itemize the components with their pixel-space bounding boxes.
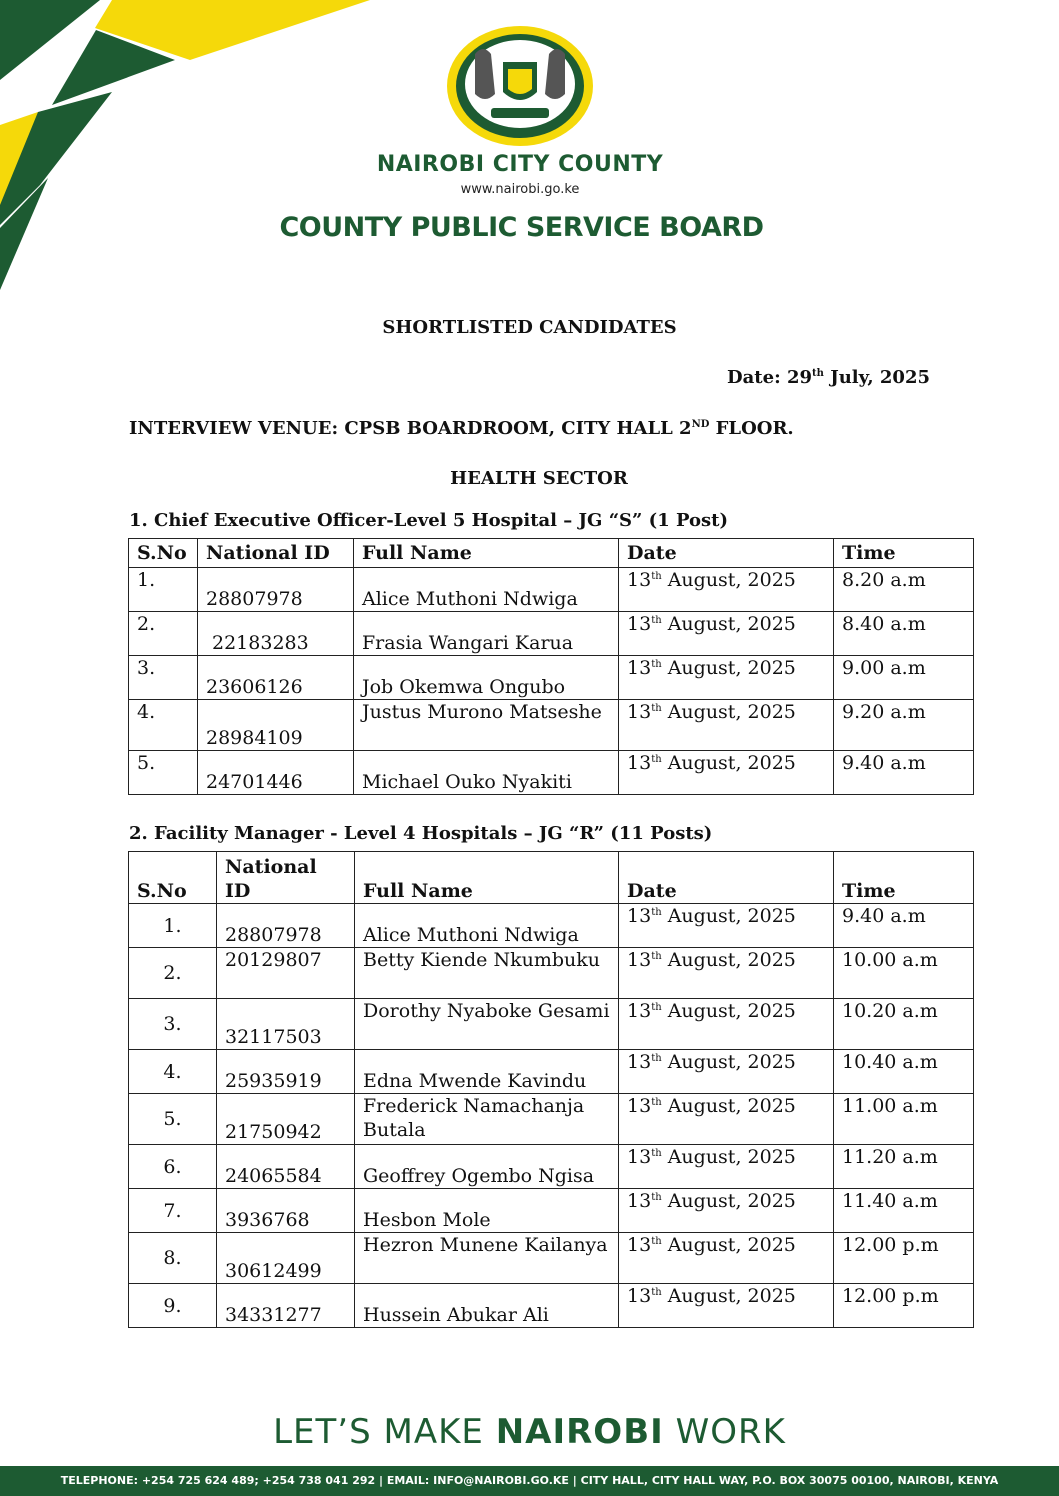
interview-date: 13th August, 2025 [619, 904, 834, 948]
column-header: Full Name [354, 539, 619, 568]
table-row [129, 568, 974, 612]
interview-time: 12.00 p.m [834, 1233, 974, 1284]
sector-title: HEALTH SECTOR [450, 468, 628, 489]
org-website: www.nairobi.go.ke [460, 182, 580, 197]
national-id: 21750942 [217, 1094, 355, 1145]
national-id: 32117503 [217, 999, 355, 1050]
full-name: Hussein Abukar Ali [355, 1284, 619, 1328]
column-header: Full Name [355, 852, 619, 904]
table-header-row [129, 539, 974, 568]
serial-number: 3. [129, 656, 198, 700]
interview-time: 8.40 a.m [834, 612, 974, 656]
national-id: 28807978 [217, 904, 355, 948]
full-name: Dorothy Nyaboke Gesami [355, 999, 619, 1050]
section-heading: 2. Facility Manager - Level 4 Hospitals – JG “R” (11 Posts) [129, 823, 713, 844]
interview-time: 11.00 a.m [834, 1094, 974, 1145]
interview-time: 10.40 a.m [834, 1050, 974, 1094]
national-id: 3936768 [217, 1189, 355, 1233]
table-row [129, 999, 974, 1050]
full-name: Hezron Munene Kailanya [355, 1233, 619, 1284]
national-id: 20129807 [217, 948, 355, 999]
table-row [129, 700, 974, 751]
serial-number: 7. [129, 1189, 217, 1233]
org-name: NAIROBI CITY COUNTY [376, 152, 664, 177]
serial-number: 9. [129, 1284, 217, 1328]
interview-date: 13th August, 2025 [619, 1145, 834, 1189]
candidates-table [128, 851, 974, 1328]
interview-date: 13th August, 2025 [619, 1050, 834, 1094]
corner-decoration [0, 0, 380, 300]
national-id: 28807978 [198, 568, 354, 612]
serial-number: 4. [129, 1050, 217, 1094]
full-name: Frederick Namachanja Butala [355, 1094, 619, 1145]
serial-number: 1. [129, 568, 198, 612]
national-id: 28984109 [198, 700, 354, 751]
section-heading: 1. Chief Executive Officer-Level 5 Hospital – JG “S” (1 Post) [129, 510, 729, 531]
interview-time: 9.40 a.m [834, 751, 974, 795]
serial-number: 6. [129, 1145, 217, 1189]
serial-number: 5. [129, 751, 198, 795]
interview-date: 13th August, 2025 [619, 656, 834, 700]
footer-slogan: LET’S MAKE NAIROBI WORK [273, 1412, 786, 1452]
full-name: Michael Ouko Nyakiti [354, 751, 619, 795]
national-id: 34331277 [217, 1284, 355, 1328]
table-row [129, 1094, 974, 1145]
full-name: Justus Murono Matseshe [354, 700, 619, 751]
document-title: SHORTLISTED CANDIDATES [382, 317, 677, 338]
column-header: S.No [129, 852, 217, 904]
national-id: 24701446 [198, 751, 354, 795]
candidates-table [128, 538, 974, 795]
interview-time: 12.00 p.m [834, 1284, 974, 1328]
table-row [129, 751, 974, 795]
interview-time: 11.20 a.m [834, 1145, 974, 1189]
national-id: 23606126 [198, 656, 354, 700]
table-header-row [129, 852, 974, 904]
interview-date: 13th August, 2025 [619, 612, 834, 656]
column-header: National ID [198, 539, 354, 568]
interview-date: 13th August, 2025 [619, 568, 834, 612]
full-name: Edna Mwende Kavindu [355, 1050, 619, 1094]
column-header: Date [619, 852, 834, 904]
interview-time: 8.20 a.m [834, 568, 974, 612]
column-header: Time [834, 539, 974, 568]
table-row [129, 612, 974, 656]
table-row [129, 904, 974, 948]
column-header: Time [834, 852, 974, 904]
document-date: Date: 29th July, 2025 [727, 367, 930, 388]
serial-number: 2. [129, 612, 198, 656]
full-name: Hesbon Mole [355, 1189, 619, 1233]
table-row [129, 1145, 974, 1189]
national-id: 24065584 [217, 1145, 355, 1189]
full-name: Alice Muthoni Ndwiga [355, 904, 619, 948]
footer-contact-bar: TELEPHONE: +254 725 624 489; +254 738 041 292 | EMAIL: INFO@NAIROBI.GO.KE | CITY HALL, CITY HALL WAY, P.O. BOX 30075 00100, NAIROBI, KENYA [0, 1466, 1059, 1496]
table-row [129, 1189, 974, 1233]
national-id: 22183283 [198, 612, 354, 656]
interview-date: 13th August, 2025 [619, 751, 834, 795]
serial-number: 2. [129, 948, 217, 999]
interview-date: 13th August, 2025 [619, 999, 834, 1050]
column-header: S.No [129, 539, 198, 568]
serial-number: 5. [129, 1094, 217, 1145]
table-row [129, 656, 974, 700]
full-name: Job Okemwa Ongubo [354, 656, 619, 700]
interview-time: 11.40 a.m [834, 1189, 974, 1233]
national-id: 30612499 [217, 1233, 355, 1284]
board-name: COUNTY PUBLIC SERVICE BOARD [279, 212, 764, 243]
interview-date: 13th August, 2025 [619, 1094, 834, 1145]
table-row [129, 1050, 974, 1094]
table-row [129, 1233, 974, 1284]
column-header: Date [619, 539, 834, 568]
table-row [129, 948, 974, 999]
interview-venue: INTERVIEW VENUE: CPSB BOARDROOM, CITY HALL 2ND FLOOR. [129, 418, 794, 439]
interview-date: 13th August, 2025 [619, 1189, 834, 1233]
county-crest-logo [445, 24, 595, 149]
interview-date: 13th August, 2025 [619, 700, 834, 751]
interview-time: 9.20 a.m [834, 700, 974, 751]
full-name: Alice Muthoni Ndwiga [354, 568, 619, 612]
column-header: National ID [217, 852, 355, 904]
serial-number: 4. [129, 700, 198, 751]
serial-number: 8. [129, 1233, 217, 1284]
national-id: 25935919 [217, 1050, 355, 1094]
serial-number: 1. [129, 904, 217, 948]
interview-time: 9.40 a.m [834, 904, 974, 948]
interview-date: 13th August, 2025 [619, 1284, 834, 1328]
interview-time: 10.20 a.m [834, 999, 974, 1050]
table-row [129, 1284, 974, 1328]
serial-number: 3. [129, 999, 217, 1050]
interview-date: 13th August, 2025 [619, 948, 834, 999]
interview-time: 9.00 a.m [834, 656, 974, 700]
full-name: Betty Kiende Nkumbuku [355, 948, 619, 999]
full-name: Geoffrey Ogembo Ngisa [355, 1145, 619, 1189]
full-name: Frasia Wangari Karua [354, 612, 619, 656]
interview-time: 10.00 a.m [834, 948, 974, 999]
interview-date: 13th August, 2025 [619, 1233, 834, 1284]
